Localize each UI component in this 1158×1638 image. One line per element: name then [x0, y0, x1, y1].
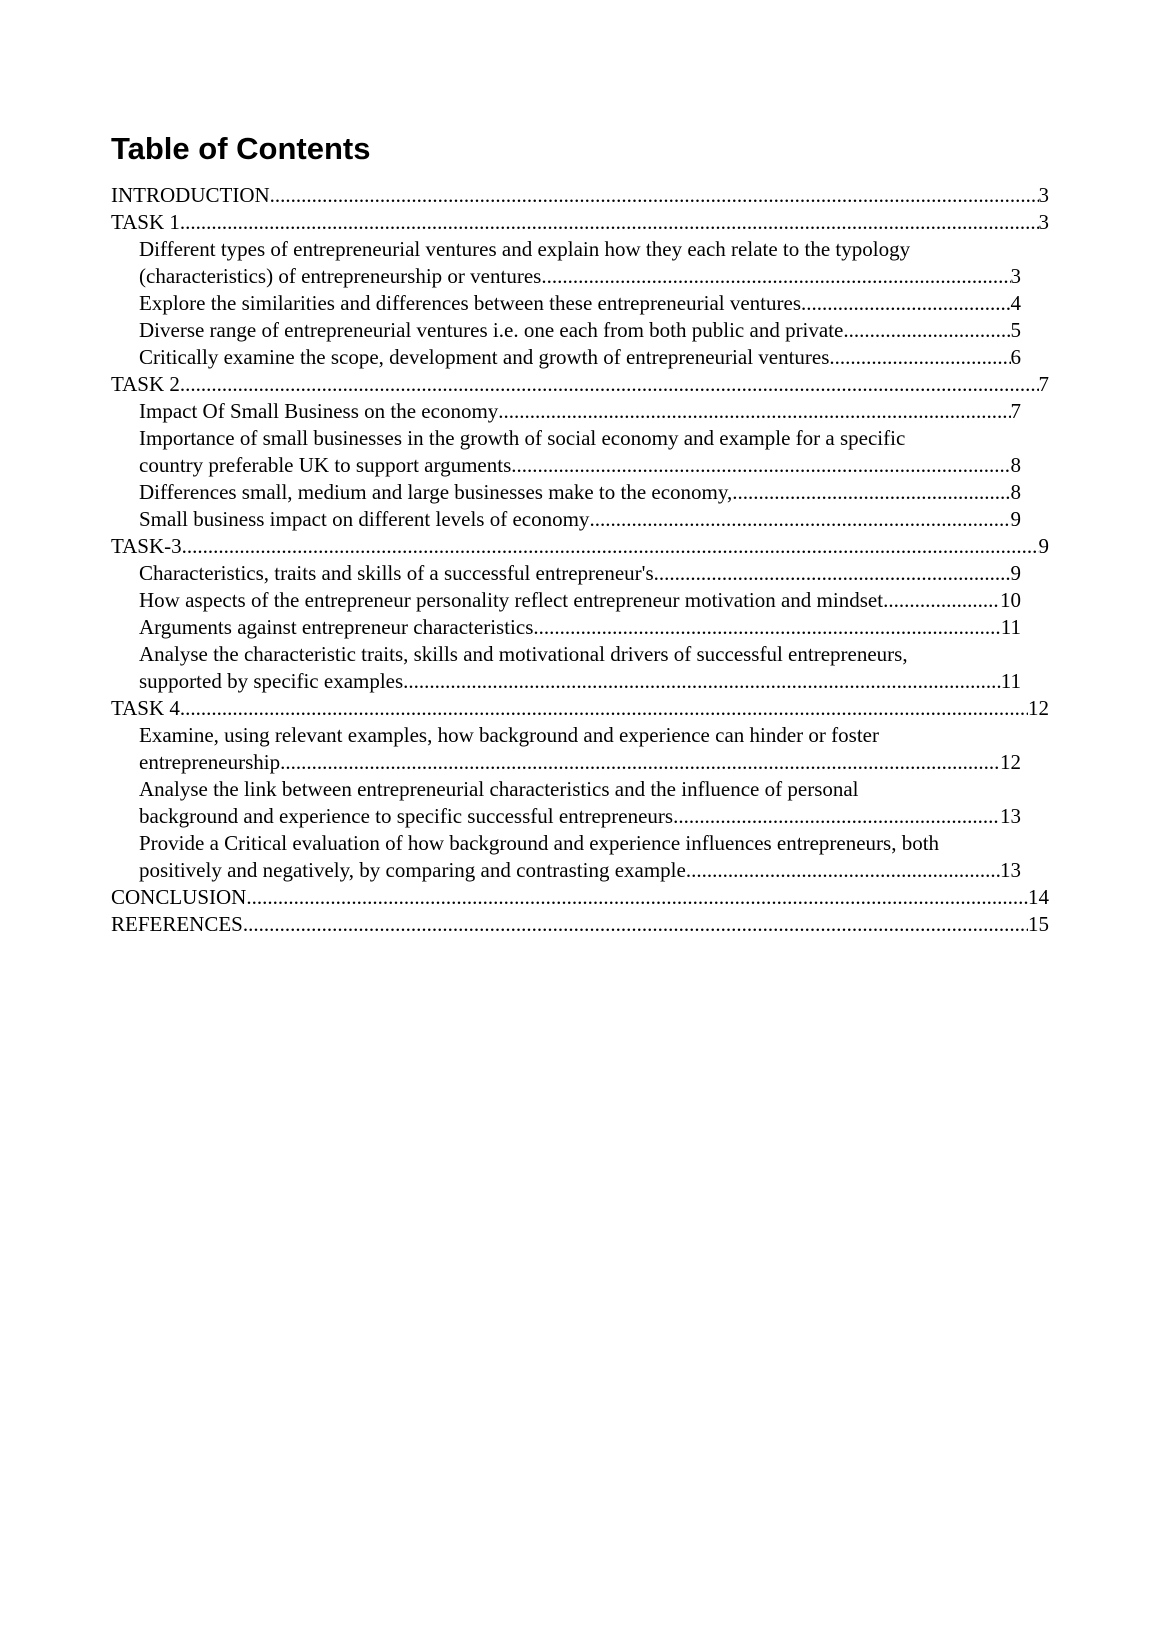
dot-leader	[843, 317, 1010, 344]
toc-heading-entry[interactable]	[111, 695, 1049, 722]
dot-leader	[403, 668, 1001, 695]
dot-leader	[246, 884, 1028, 911]
dot-leader	[280, 749, 1000, 776]
toc-entry-text: TASK 1	[111, 210, 180, 234]
toc-page-number: 6	[1010, 345, 1021, 369]
toc-subheading-entry[interactable]	[139, 236, 1021, 290]
toc-entry-text: TASK 2	[111, 372, 180, 396]
toc-entry-text-line1: Provide a Critical evaluation of how background and experience influences entrepreneurs, both	[139, 831, 940, 855]
toc-entry-text: Differences small, medium and large businesses make to the economy,	[139, 480, 733, 504]
toc-page-number: 11	[1000, 669, 1021, 693]
toc-page-number: 7	[1038, 372, 1049, 396]
dot-leader	[511, 452, 1010, 479]
dot-leader	[801, 290, 1010, 317]
toc-entry-text: CONCLUSION	[111, 885, 247, 909]
toc-heading-entry[interactable]	[111, 911, 1049, 938]
toc-entry-text-line1: Importance of small businesses in the growth of social economy and example for a specific	[139, 426, 906, 450]
dot-leader	[589, 506, 1010, 533]
toc-heading-entry[interactable]	[111, 371, 1049, 398]
toc-subheading-entry[interactable]	[139, 506, 1021, 533]
toc-entry-text-line1: Different types of entrepreneurial ventures and explain how they each relate to the typology	[139, 237, 911, 261]
toc-subheading-entry[interactable]	[139, 587, 1021, 614]
toc-subheading-entry[interactable]	[139, 722, 1021, 776]
toc-subheading-entry[interactable]	[139, 425, 1021, 479]
toc-subheading-entry[interactable]	[139, 344, 1021, 371]
toc-title: Table of Contents	[111, 131, 371, 166]
toc-entry-text: Arguments against entrepreneur characteristics	[139, 615, 534, 639]
table-of-contents	[111, 182, 1049, 938]
toc-page-number: 3	[1038, 210, 1049, 234]
toc-subheading-entry[interactable]	[139, 614, 1021, 641]
dot-leader	[829, 344, 1010, 371]
toc-subheading-entry[interactable]	[139, 398, 1021, 425]
toc-page-number: 15	[1028, 912, 1049, 936]
toc-page-number: 4	[1010, 291, 1021, 315]
toc-entry-text: entrepreneurship	[139, 750, 281, 774]
toc-page-number: 3	[1010, 264, 1021, 288]
toc-entry-text: Explore the similarities and differences between these entrepreneurial ventures	[139, 291, 802, 315]
toc-subheading-entry[interactable]	[139, 776, 1021, 830]
toc-page-number: 9	[1010, 561, 1021, 585]
toc-subheading-entry[interactable]	[139, 317, 1021, 344]
toc-page-number: 9	[1038, 534, 1049, 558]
toc-page-number: 12	[1000, 750, 1021, 774]
toc-subheading-entry[interactable]	[139, 560, 1021, 587]
dot-leader	[180, 209, 1039, 236]
toc-entry-text-line1: Analyse the characteristic traits, skills and motivational drivers of successful entrepreneurs,	[139, 642, 908, 666]
toc-subheading-entry[interactable]	[139, 290, 1021, 317]
toc-heading-entry[interactable]	[111, 533, 1049, 560]
toc-entry-text: country preferable UK to support arguments	[139, 453, 512, 477]
toc-page-number: 8	[1010, 480, 1021, 504]
toc-entry-text: background and experience to specific successful entrepreneurs.	[139, 804, 679, 828]
toc-entry-text: Characteristics, traits and skills of a successful entrepreneur's	[139, 561, 654, 585]
toc-page-number: 14	[1028, 885, 1049, 909]
dot-leader	[182, 533, 1039, 560]
toc-entry-text-line1: Examine, using relevant examples, how background and experience can hinder or foster	[139, 723, 879, 747]
toc-page-number: 3	[1038, 183, 1049, 207]
toc-subheading-entry[interactable]	[139, 830, 1021, 884]
toc-page-number: 11	[1000, 615, 1021, 639]
dot-leader	[541, 263, 1010, 290]
toc-heading-entry[interactable]	[111, 884, 1049, 911]
toc-page-number: 9	[1010, 507, 1021, 531]
dot-leader	[270, 182, 1039, 209]
toc-entry-text: positively and negatively, by comparing and contrasting example.	[139, 858, 692, 882]
toc-entry-text: INTRODUCTION	[111, 183, 270, 207]
dot-leader	[533, 614, 1000, 641]
toc-page-number: 7	[1010, 399, 1021, 423]
toc-entry-text: Diverse range of entrepreneurial ventures i.e. one each from both public and private	[139, 318, 844, 342]
dot-leader	[691, 857, 1000, 884]
toc-entry-text: Impact Of Small Business on the economy	[139, 399, 499, 423]
dot-leader	[732, 479, 1010, 506]
toc-page-number: 13	[1000, 804, 1021, 828]
dot-leader	[883, 587, 1000, 614]
toc-entry-text: How aspects of the entrepreneur personality reflect entrepreneur motivation and mindset	[139, 588, 884, 612]
toc-heading-entry[interactable]	[111, 209, 1049, 236]
toc-page-number: 8	[1010, 453, 1021, 477]
toc-entry-text: Critically examine the scope, development and growth of entrepreneurial ventures	[139, 345, 830, 369]
toc-entry-text: REFERENCES	[111, 912, 243, 936]
dot-leader	[678, 803, 1000, 830]
toc-entry-text: supported by specific examples	[139, 669, 404, 693]
toc-entry-text: TASK 4	[111, 696, 180, 720]
toc-heading-entry[interactable]	[111, 182, 1049, 209]
toc-entry-text: Small business impact on different levels of economy	[139, 507, 590, 531]
toc-page-number: 12	[1028, 696, 1049, 720]
toc-subheading-entry[interactable]	[139, 641, 1021, 695]
dot-leader	[498, 398, 1010, 425]
toc-page-number: 10	[1000, 588, 1021, 612]
toc-entry-text: TASK-3	[111, 534, 182, 558]
toc-page-number: 13	[1000, 858, 1021, 882]
dot-leader	[180, 695, 1028, 722]
dot-leader	[243, 911, 1028, 938]
dot-leader	[654, 560, 1011, 587]
toc-subheading-entry[interactable]	[139, 479, 1021, 506]
toc-entry-text: (characteristics) of entrepreneurship or ventures	[139, 264, 542, 288]
toc-entry-text-line1: Analyse the link between entrepreneurial characteristics and the influence of personal	[139, 777, 859, 801]
toc-page-number: 5	[1010, 318, 1021, 342]
dot-leader	[180, 371, 1039, 398]
